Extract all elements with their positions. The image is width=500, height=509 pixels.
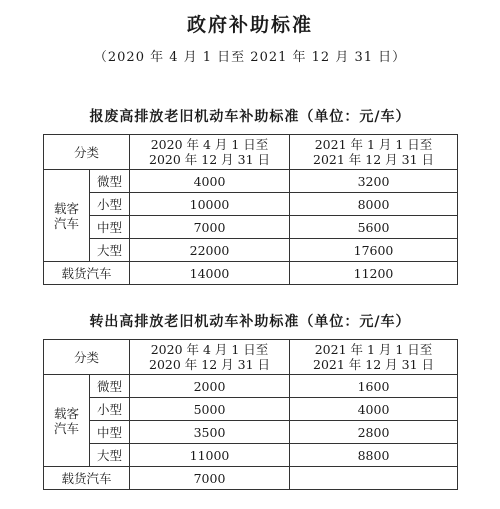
vehicle-type-cell: 微型 <box>90 375 130 398</box>
period-2021-header <box>290 340 458 375</box>
group-label-line1: 载客 <box>53 200 79 216</box>
period-2020-line2: 2020 年 12 月 31 日 <box>149 357 271 372</box>
value-2021-cell: 5600 <box>290 216 458 239</box>
value-2021-cell: 1600 <box>290 375 458 398</box>
value-2021-cell: 4000 <box>290 398 458 421</box>
passenger-car-group-label <box>44 375 90 467</box>
period-2021-line1: 2021 年 1 月 1 日至 <box>314 137 433 152</box>
group-label-line2: 汽车 <box>53 420 79 436</box>
period-2020-header <box>130 135 290 170</box>
value-2020-cell: 7000 <box>130 467 290 490</box>
value-2021-cell: 3200 <box>290 170 458 193</box>
period-2021-line2: 2021 年 12 月 31 日 <box>313 152 435 167</box>
group-label-line1: 载客 <box>53 405 79 421</box>
table-row <box>44 170 458 193</box>
value-2020-cell: 14000 <box>130 262 290 285</box>
period-2020-line1: 2020 年 4 月 1 日至 <box>150 342 269 357</box>
table-row <box>44 216 458 239</box>
table-header-row <box>44 135 458 170</box>
group-label-line2: 汽车 <box>53 215 79 231</box>
vehicle-type-cell: 小型 <box>90 398 130 421</box>
transfer-subsidy-table <box>43 339 458 490</box>
truck-label-cell: 载货汽车 <box>44 467 130 490</box>
vehicle-type-cell: 微型 <box>90 170 130 193</box>
value-2021-cell <box>290 467 458 490</box>
vehicle-type-cell: 小型 <box>90 193 130 216</box>
value-2020-cell: 7000 <box>130 216 290 239</box>
period-2021-line2: 2021 年 12 月 31 日 <box>313 357 435 372</box>
vehicle-type-cell: 大型 <box>90 444 130 467</box>
period-2020-header <box>130 340 290 375</box>
passenger-car-group-label <box>44 170 90 262</box>
vehicle-type-cell: 中型 <box>90 216 130 239</box>
category-header: 分类 <box>44 340 130 375</box>
value-2020-cell: 5000 <box>130 398 290 421</box>
value-2021-cell: 11200 <box>290 262 458 285</box>
value-2020-cell: 4000 <box>130 170 290 193</box>
table-row <box>44 262 458 285</box>
table-row <box>44 467 458 490</box>
table-row <box>44 421 458 444</box>
value-2021-cell: 8000 <box>290 193 458 216</box>
period-2021-header <box>290 135 458 170</box>
table-header-row <box>44 340 458 375</box>
value-2021-cell: 8800 <box>290 444 458 467</box>
period-2020-line1: 2020 年 4 月 1 日至 <box>150 137 269 152</box>
value-2020-cell: 11000 <box>130 444 290 467</box>
date-range-subtitle: （2020 年 4 月 1 日至 2021 年 12 月 31 日） <box>93 50 407 65</box>
truck-label-cell: 载货汽车 <box>44 262 130 285</box>
value-2020-cell: 2000 <box>130 375 290 398</box>
table-row <box>44 239 458 262</box>
vehicle-type-cell: 大型 <box>90 239 130 262</box>
period-2021-line1: 2021 年 1 月 1 日至 <box>314 342 433 357</box>
category-header: 分类 <box>44 135 130 170</box>
value-2020-cell: 3500 <box>130 421 290 444</box>
value-2020-cell: 10000 <box>130 193 290 216</box>
value-2020-cell: 22000 <box>130 239 290 262</box>
scrap-subsidy-table <box>43 134 458 285</box>
table-row <box>44 398 458 421</box>
table-row <box>44 375 458 398</box>
page-title: 政府补助标准 <box>186 14 313 36</box>
value-2021-cell: 17600 <box>290 239 458 262</box>
vehicle-type-cell: 中型 <box>90 421 130 444</box>
value-2021-cell: 2800 <box>290 421 458 444</box>
table-row <box>44 444 458 467</box>
scrap-table-title: 报废高排放老旧机动车补助标准（单位：元/车） <box>89 109 411 125</box>
table-row <box>44 193 458 216</box>
period-2020-line2: 2020 年 12 月 31 日 <box>149 152 271 167</box>
transfer-table-title: 转出高排放老旧机动车补助标准（单位：元/车） <box>89 314 411 330</box>
